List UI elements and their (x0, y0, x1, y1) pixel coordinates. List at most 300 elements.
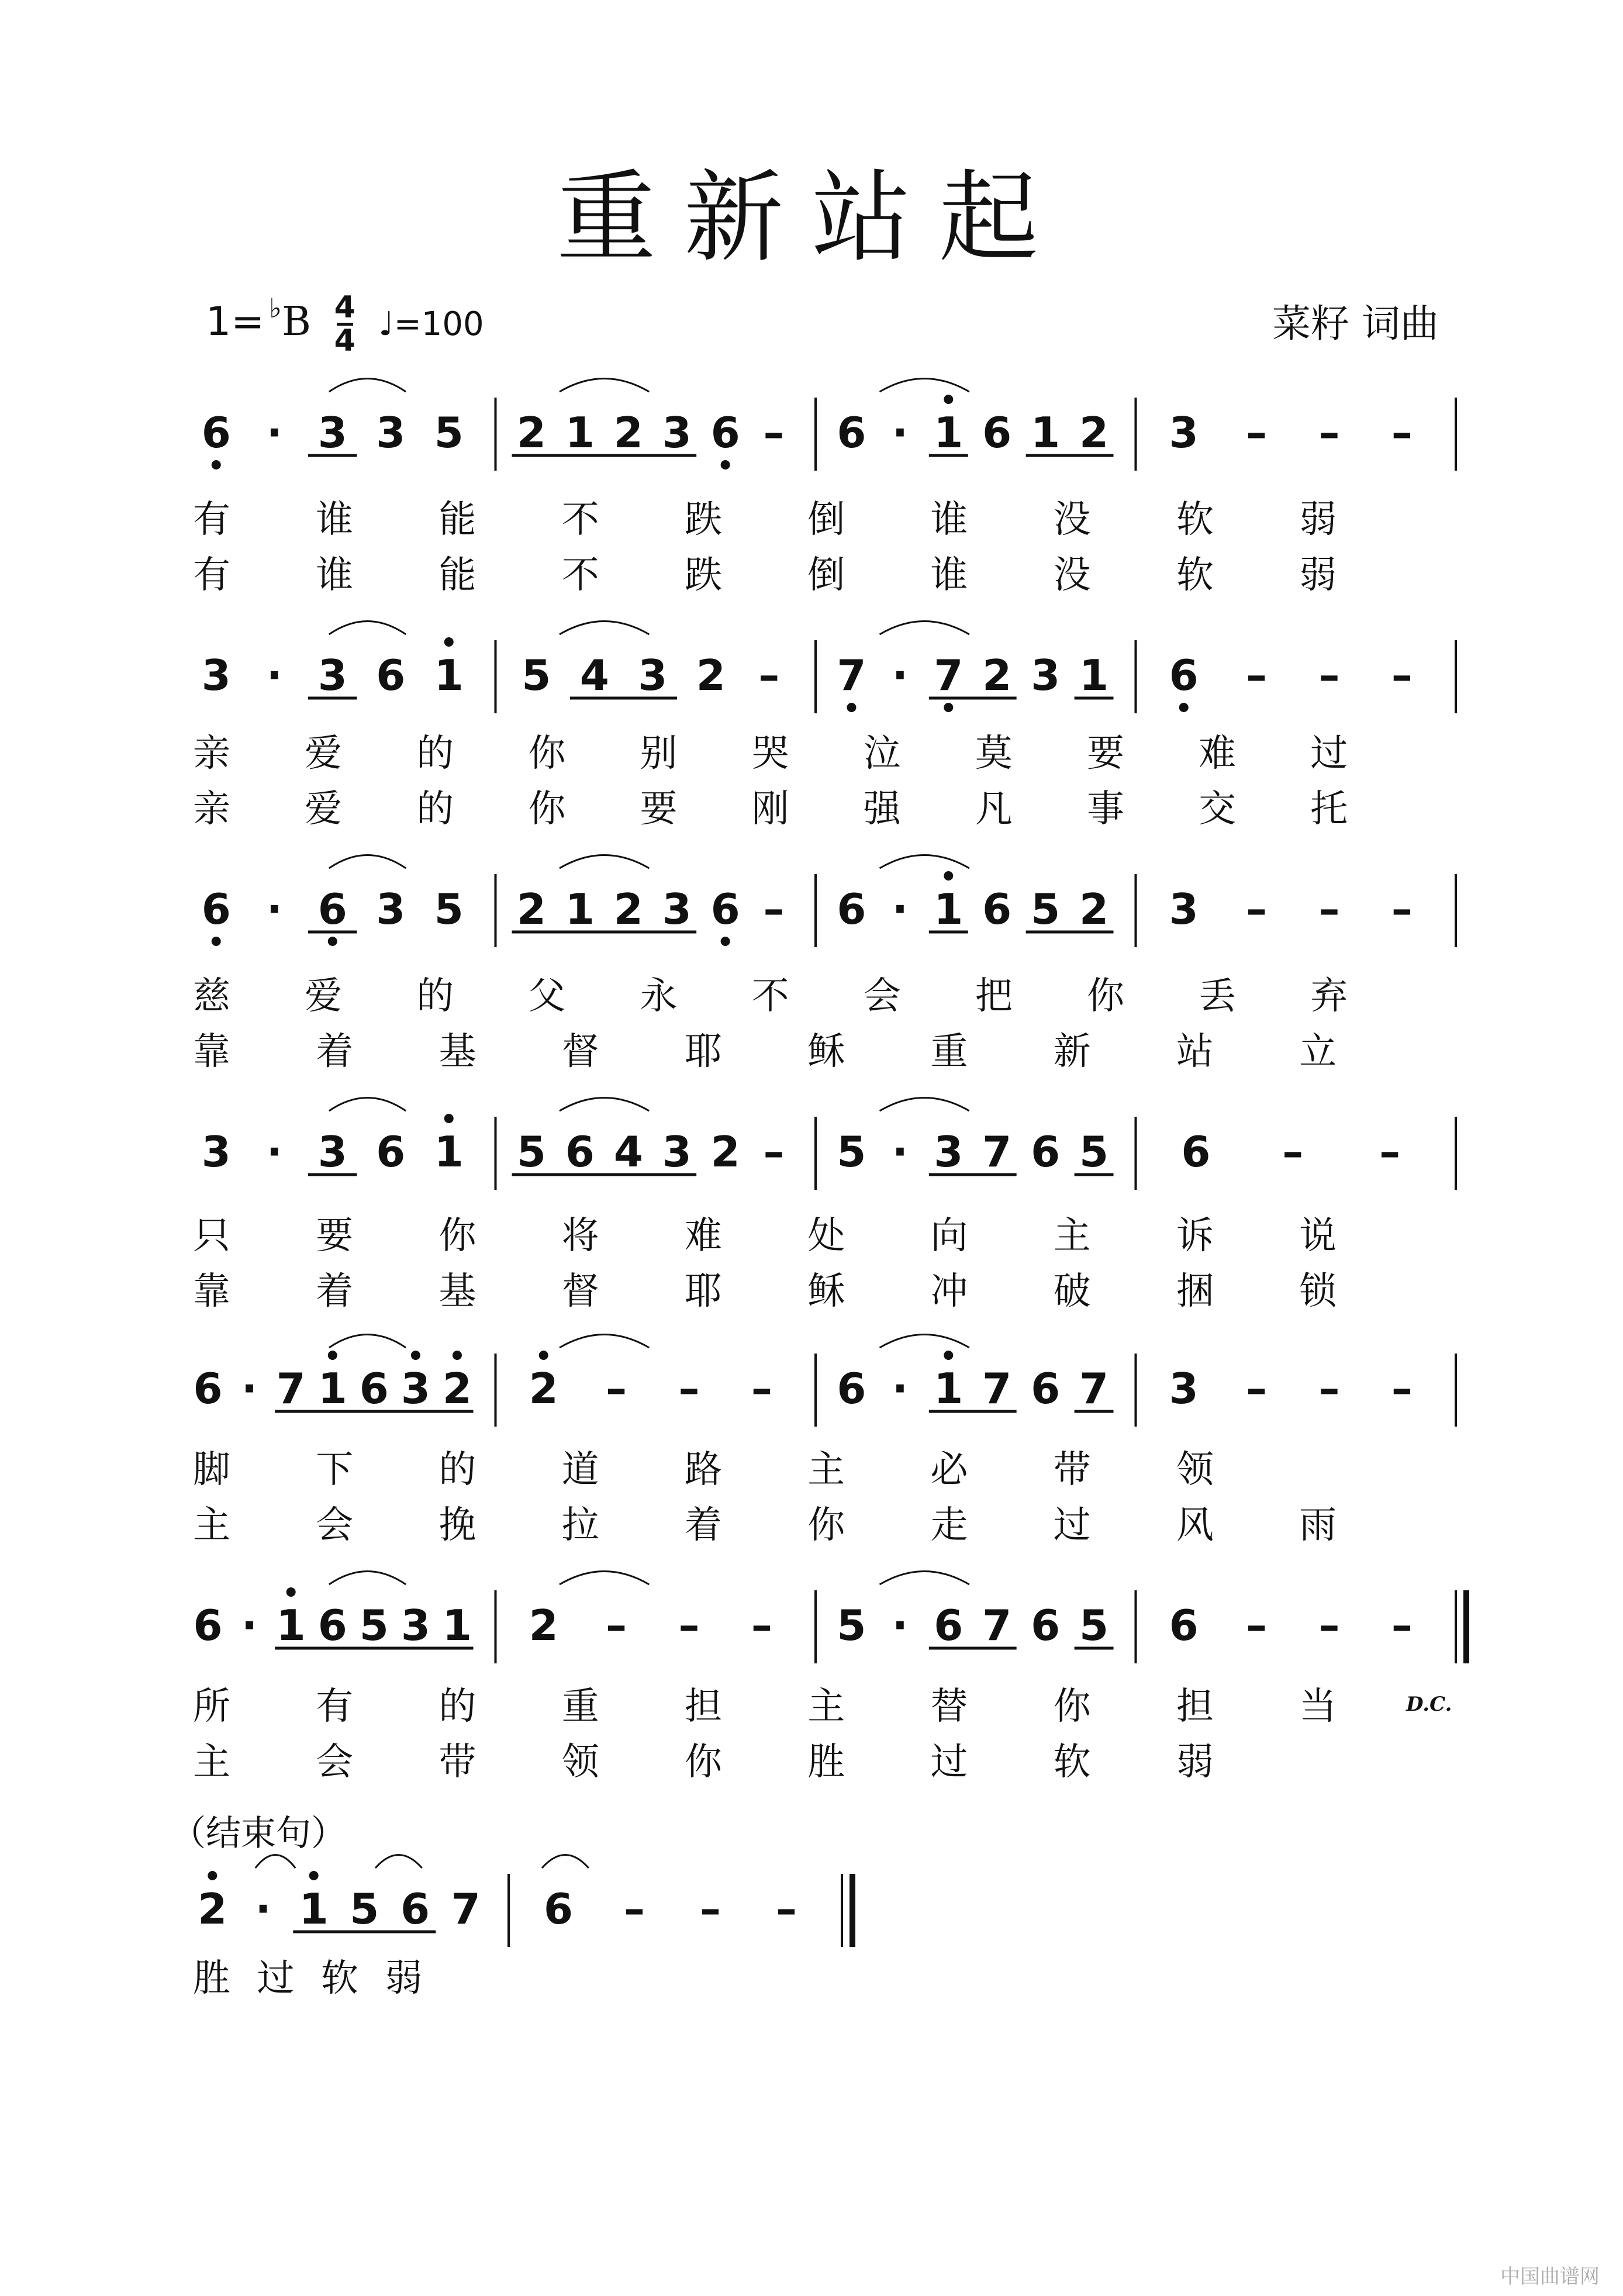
note-7: 7 (934, 651, 964, 700)
note-2: 2 (613, 408, 643, 457)
lyric-char: 路 (684, 1448, 722, 1491)
note-1: 1 (317, 1364, 347, 1413)
lyric-char: 泣 (863, 732, 901, 775)
note-3: 3 (400, 1601, 430, 1650)
lyric-char: 有 (193, 498, 230, 541)
note-3: 3 (201, 1127, 231, 1176)
lyric-char: 的 (416, 788, 454, 831)
dash-mark: – (1391, 885, 1413, 934)
dot-mark: · (892, 1364, 909, 1413)
octave-high-dot (453, 1351, 462, 1360)
lyric-char: 走 (930, 1504, 968, 1547)
octave-low-dot (212, 460, 221, 469)
octave-high-dot (944, 1351, 953, 1360)
lyric-char: 带 (1053, 1448, 1091, 1491)
lyric-char: 下 (316, 1448, 354, 1491)
lyric-char: 会 (316, 1741, 354, 1784)
note-1: 1 (565, 885, 595, 934)
lyric-char: 你 (1053, 1685, 1091, 1728)
note-2: 2 (1079, 408, 1109, 457)
note-2: 2 (516, 885, 547, 934)
note-6: 6 (710, 885, 740, 934)
note-1: 1 (276, 1601, 306, 1650)
tempo-marking: ♩=100 (378, 305, 484, 344)
dash-mark: – (1282, 1127, 1304, 1176)
dash-mark: – (1391, 1601, 1413, 1650)
lyric-char: 带 (438, 1741, 476, 1784)
octave-low-dot (212, 937, 221, 946)
note-3: 3 (201, 651, 231, 700)
note-3: 3 (934, 1127, 964, 1176)
dash-mark: – (763, 885, 785, 934)
lyric-char: 要 (1087, 732, 1125, 775)
lyric-char: 着 (316, 1030, 354, 1073)
lyric-char: 你 (528, 732, 566, 775)
lyric-char: 过 (1310, 732, 1348, 775)
note-5: 5 (837, 1601, 866, 1650)
lyric-char: 雨 (1299, 1504, 1337, 1547)
octave-low-dot (944, 703, 953, 712)
time-bottom: 4 (334, 323, 355, 358)
lyric-char: 将 (561, 1214, 599, 1258)
dash-mark: – (1318, 1364, 1340, 1413)
song-title: 重新站起 (556, 160, 1066, 276)
slur-mark (329, 1335, 406, 1348)
lyric-char: 事 (1087, 788, 1125, 831)
octave-high-dot (309, 1871, 319, 1880)
octave-high-dot (328, 1351, 337, 1360)
slur-mark (560, 622, 649, 635)
lyric-char: 你 (438, 1214, 476, 1258)
note-6: 6 (934, 1601, 964, 1650)
lyric-char: 重 (930, 1030, 968, 1073)
note-1: 1 (934, 408, 964, 457)
lyric-char: 主 (193, 1504, 230, 1547)
lyric-char: 难 (684, 1214, 722, 1258)
lyric-char: 跌 (684, 498, 722, 541)
note-5: 5 (1079, 1601, 1109, 1650)
dash-mark: – (1391, 408, 1413, 457)
dash-mark: – (1246, 885, 1268, 934)
note-3: 3 (1169, 885, 1199, 934)
key-letter: B (281, 299, 311, 346)
lyric-char: 能 (438, 554, 476, 597)
note-6: 6 (193, 1364, 223, 1413)
note-7: 7 (276, 1364, 306, 1413)
note-2: 2 (442, 1364, 472, 1413)
lyric-char: 所 (193, 1685, 230, 1728)
note-3: 3 (1169, 1364, 1199, 1413)
note-3: 3 (662, 1127, 692, 1176)
octave-high-dot (539, 1351, 548, 1360)
dash-mark: – (1318, 1601, 1340, 1650)
slur-mark (560, 379, 649, 392)
dash-mark: – (751, 1364, 772, 1413)
lyric-char: 把 (975, 975, 1013, 1018)
note-2: 2 (696, 651, 726, 700)
lyric-char: 谁 (930, 554, 968, 597)
note-6: 6 (1181, 1127, 1211, 1176)
note-3: 3 (317, 651, 347, 700)
lyric-char: 主 (193, 1741, 230, 1784)
dot-mark: · (892, 651, 909, 700)
note-6: 6 (565, 1127, 595, 1176)
note-1: 1 (565, 408, 595, 457)
note-1: 1 (434, 651, 464, 700)
slur-mark (329, 855, 406, 869)
note-6: 6 (837, 885, 866, 934)
dash-mark: – (1379, 1127, 1401, 1176)
note-5: 5 (837, 1127, 866, 1176)
note-5: 5 (1079, 1127, 1109, 1176)
note-6: 6 (837, 1364, 866, 1413)
ending-section-label: （结束句） (171, 1813, 346, 1854)
lyric-char: 弱 (1176, 1741, 1214, 1784)
note-3: 3 (1031, 651, 1061, 700)
lyric-char: 锁 (1299, 1270, 1337, 1313)
note-6: 6 (193, 1601, 223, 1650)
note-1: 1 (934, 885, 964, 934)
octave-low-dot (328, 937, 337, 946)
lyric-char: 的 (438, 1448, 476, 1491)
lyric-char: 过 (1053, 1504, 1091, 1547)
lyric-char: 不 (561, 498, 599, 541)
lyric-char: 的 (416, 975, 454, 1018)
note-1: 1 (934, 1364, 964, 1413)
dash-mark: – (763, 408, 785, 457)
note-6: 6 (400, 1884, 430, 1934)
lyric-char: 过 (930, 1741, 968, 1784)
time-top: 4 (334, 290, 355, 325)
lyric-char: 说 (1299, 1214, 1337, 1258)
note-2: 2 (710, 1127, 740, 1176)
lyric-char: 过 (257, 1957, 295, 2000)
note-4: 4 (579, 651, 609, 700)
note-2: 2 (613, 885, 643, 934)
note-2: 2 (982, 651, 1012, 700)
dash-mark: – (700, 1884, 721, 1934)
lyric-char: 丢 (1199, 975, 1237, 1018)
slur-mark (329, 1098, 406, 1111)
lyric-char: 基 (438, 1270, 476, 1313)
lyric-char: 托 (1310, 788, 1348, 831)
slur-mark (880, 1098, 969, 1111)
note-1: 1 (299, 1884, 329, 1934)
lyric-char: 拉 (561, 1504, 599, 1547)
slur-mark (560, 1572, 649, 1585)
note-7: 7 (982, 1127, 1012, 1176)
dot-mark: · (266, 408, 282, 457)
dash-mark: – (624, 1884, 645, 1934)
note-3: 3 (638, 651, 668, 700)
note-6: 6 (1031, 1601, 1061, 1650)
lyric-char: 爱 (305, 788, 343, 831)
dash-mark: – (763, 1127, 785, 1176)
note-5: 5 (516, 1127, 547, 1176)
octave-high-dot (944, 871, 953, 881)
lyric-char: 没 (1053, 498, 1091, 541)
note-5: 5 (434, 885, 464, 934)
lyric-char: 软 (1176, 498, 1214, 541)
note-1: 1 (1031, 408, 1061, 457)
dash-mark: – (1246, 408, 1268, 457)
dash-mark: – (678, 1364, 700, 1413)
note-6: 6 (710, 408, 740, 457)
note-6: 6 (543, 1884, 574, 1934)
lyric-char: 倒 (807, 554, 845, 597)
note-3: 3 (376, 408, 406, 457)
lyric-char: 的 (416, 732, 454, 775)
lyric-char: 莫 (975, 732, 1013, 775)
lyric-char: 立 (1299, 1030, 1337, 1073)
lyric-char: 靠 (193, 1270, 230, 1313)
lyric-char: 你 (807, 1504, 845, 1547)
lyric-char: 倒 (807, 498, 845, 541)
lyric-char: 有 (316, 1685, 354, 1728)
lyric-char: 要 (316, 1214, 354, 1258)
note-2: 2 (198, 1884, 227, 1934)
lyric-char: 着 (316, 1270, 354, 1313)
lyric-char: 你 (1087, 975, 1125, 1018)
lyric-char: 别 (640, 732, 678, 775)
note-2: 2 (1079, 885, 1109, 934)
note-2: 2 (516, 408, 547, 457)
note-2: 2 (529, 1601, 558, 1650)
slur-mark (329, 379, 406, 392)
note-1: 1 (1079, 651, 1109, 700)
lyric-char: 只 (193, 1214, 230, 1258)
slur-mark (880, 379, 969, 392)
dot-mark: · (266, 885, 282, 934)
lyric-char: 谁 (316, 498, 354, 541)
octave-high-dot (208, 1871, 217, 1880)
dash-mark: – (1246, 1601, 1268, 1650)
dash-mark: – (1318, 408, 1340, 457)
note-6: 6 (376, 651, 406, 700)
note-6: 6 (201, 408, 231, 457)
da-capo-mark: D.C. (1406, 1693, 1452, 1716)
lyric-char: 着 (684, 1504, 722, 1547)
slur-mark (375, 1855, 422, 1869)
lyric-char: 当 (1299, 1685, 1337, 1728)
composer-credit: 菜籽 词曲 (1272, 301, 1439, 346)
lyric-char: 凡 (975, 788, 1013, 831)
lyric-char: 领 (1176, 1448, 1214, 1491)
slur-mark (542, 1855, 589, 1869)
octave-low-dot (721, 460, 730, 469)
lyric-char: 破 (1053, 1270, 1091, 1313)
note-4: 4 (613, 1127, 643, 1176)
watermark: 中国曲谱网 (1500, 2265, 1600, 2288)
slur-mark (255, 1855, 295, 1869)
lyric-char: 能 (438, 498, 476, 541)
lyric-char: 稣 (807, 1270, 845, 1313)
dash-mark: – (1391, 1364, 1413, 1413)
lyric-char: 主 (1053, 1214, 1091, 1258)
note-3: 3 (400, 1364, 430, 1413)
note-1: 1 (442, 1601, 472, 1650)
lyric-char: 领 (561, 1741, 599, 1784)
slur-mark (880, 1335, 969, 1348)
dash-mark: – (1246, 1364, 1268, 1413)
note-3: 3 (376, 885, 406, 934)
dash-mark: – (1391, 651, 1413, 700)
lyric-char: 你 (528, 788, 566, 831)
note-5: 5 (434, 408, 464, 457)
lyric-char: 冲 (930, 1270, 968, 1313)
lyric-char: 基 (438, 1030, 476, 1073)
note-5: 5 (350, 1884, 379, 1934)
lyric-char: 谁 (316, 554, 354, 597)
lyric-char: 哭 (751, 732, 789, 775)
note-7: 7 (451, 1884, 481, 1934)
lyric-char: 永 (640, 975, 678, 1018)
dash-mark: – (758, 651, 780, 700)
slur-mark (880, 855, 969, 869)
key-prefix: 1= (206, 299, 265, 346)
dash-mark: – (678, 1601, 700, 1650)
lyric-char: 稣 (807, 1030, 845, 1073)
lyric-char: 有 (193, 554, 230, 597)
note-6: 6 (376, 1127, 406, 1176)
lyric-char: 向 (930, 1214, 968, 1258)
lyric-char: 胜 (807, 1741, 845, 1784)
note-3: 3 (662, 408, 692, 457)
note-7: 7 (982, 1601, 1012, 1650)
octave-low-dot (721, 937, 730, 946)
note-7: 7 (982, 1364, 1012, 1413)
note-6: 6 (982, 885, 1012, 934)
note-7: 7 (837, 651, 866, 700)
dot-mark: · (892, 1127, 909, 1176)
dash-mark: – (1318, 885, 1340, 934)
note-5: 5 (522, 651, 551, 700)
dot-mark: · (892, 1601, 909, 1650)
flat-sign: ♭ (269, 292, 282, 324)
lyric-char: 慈 (193, 975, 230, 1018)
lyric-char: 亲 (193, 788, 230, 831)
note-6: 6 (201, 885, 231, 934)
lyric-char: 担 (1176, 1685, 1214, 1728)
lyric-char: 新 (1053, 1030, 1091, 1073)
dot-mark: · (892, 885, 909, 934)
lyric-char: 担 (684, 1685, 722, 1728)
lyric-char: 替 (930, 1685, 968, 1728)
lyric-char: 爱 (305, 732, 343, 775)
note-1: 1 (434, 1127, 464, 1176)
note-5: 5 (1031, 885, 1061, 934)
lyric-char: 耶 (684, 1270, 722, 1313)
lyric-char: 软 (1176, 554, 1214, 597)
dash-mark: – (751, 1601, 772, 1650)
slur-mark (880, 622, 969, 635)
slur-mark (329, 622, 406, 635)
octave-high-dot (411, 1351, 420, 1360)
dash-mark: – (1318, 651, 1340, 700)
lyric-char: 重 (561, 1685, 599, 1728)
lyric-char: 刚 (751, 788, 789, 831)
lyric-char: 诉 (1176, 1214, 1214, 1258)
lyric-char: 耶 (684, 1030, 722, 1073)
octave-high-dot (444, 637, 454, 647)
lyric-char: 亲 (193, 732, 230, 775)
lyric-char: 谁 (930, 498, 968, 541)
lyric-char: 处 (807, 1214, 845, 1258)
lyric-char: 难 (1199, 732, 1237, 775)
octave-low-dot (1179, 703, 1189, 712)
dash-mark: – (606, 1364, 627, 1413)
lyric-char: 道 (561, 1448, 599, 1491)
note-6: 6 (1169, 651, 1199, 700)
note-3: 3 (662, 885, 692, 934)
lyric-char: 不 (561, 554, 599, 597)
lyric-char: 爱 (305, 975, 343, 1018)
slur-mark (560, 1335, 649, 1348)
lyric-char: 会 (863, 975, 901, 1018)
lyric-char: 靠 (193, 1030, 230, 1073)
lyric-char: 弃 (1310, 975, 1348, 1018)
octave-high-dot (286, 1587, 296, 1597)
dash-mark: – (606, 1601, 627, 1650)
note-6: 6 (1169, 1601, 1199, 1650)
lyric-char: 跌 (684, 554, 722, 597)
octave-high-dot (444, 1114, 454, 1123)
octave-low-dot (847, 703, 856, 712)
lyric-char: 风 (1176, 1504, 1214, 1547)
lyric-char: 不 (751, 975, 789, 1018)
lyric-char: 强 (863, 788, 901, 831)
lyric-char: 弱 (1299, 554, 1337, 597)
note-6: 6 (317, 1601, 347, 1650)
octave-high-dot (944, 395, 953, 404)
lyric-char: 捆 (1176, 1270, 1214, 1313)
lyric-char: 会 (316, 1504, 354, 1547)
note-2: 2 (529, 1364, 558, 1413)
lyric-char: 站 (1176, 1030, 1214, 1073)
note-3: 3 (1169, 408, 1199, 457)
lyric-char: 软 (1053, 1741, 1091, 1784)
dot-mark: · (255, 1884, 271, 1934)
lyric-char: 必 (930, 1448, 968, 1491)
lyric-char: 你 (684, 1741, 722, 1784)
dot-mark: · (266, 1127, 282, 1176)
lyric-char: 督 (561, 1270, 599, 1313)
dash-mark: – (776, 1884, 797, 1934)
slur-mark (560, 1098, 649, 1111)
note-6: 6 (359, 1364, 389, 1413)
note-7: 7 (1079, 1364, 1109, 1413)
note-6: 6 (982, 408, 1012, 457)
slur-mark (329, 1572, 406, 1585)
dash-mark: – (1246, 651, 1268, 700)
note-3: 3 (317, 408, 347, 457)
note-6: 6 (1031, 1364, 1061, 1413)
lyric-char: 要 (640, 788, 678, 831)
lyric-char: 主 (807, 1448, 845, 1491)
dot-mark: · (266, 651, 282, 700)
lyric-char: 挽 (438, 1504, 476, 1547)
lyric-char: 弱 (385, 1957, 423, 2000)
note-6: 6 (317, 885, 347, 934)
note-5: 5 (359, 1601, 389, 1650)
slur-mark (880, 1572, 969, 1585)
lyric-char: 的 (438, 1685, 476, 1728)
lyric-char: 父 (528, 975, 566, 1018)
dot-mark: · (241, 1601, 258, 1650)
lyric-char: 胜 (193, 1957, 230, 2000)
lyric-char: 没 (1053, 554, 1091, 597)
dot-mark: · (241, 1364, 258, 1413)
